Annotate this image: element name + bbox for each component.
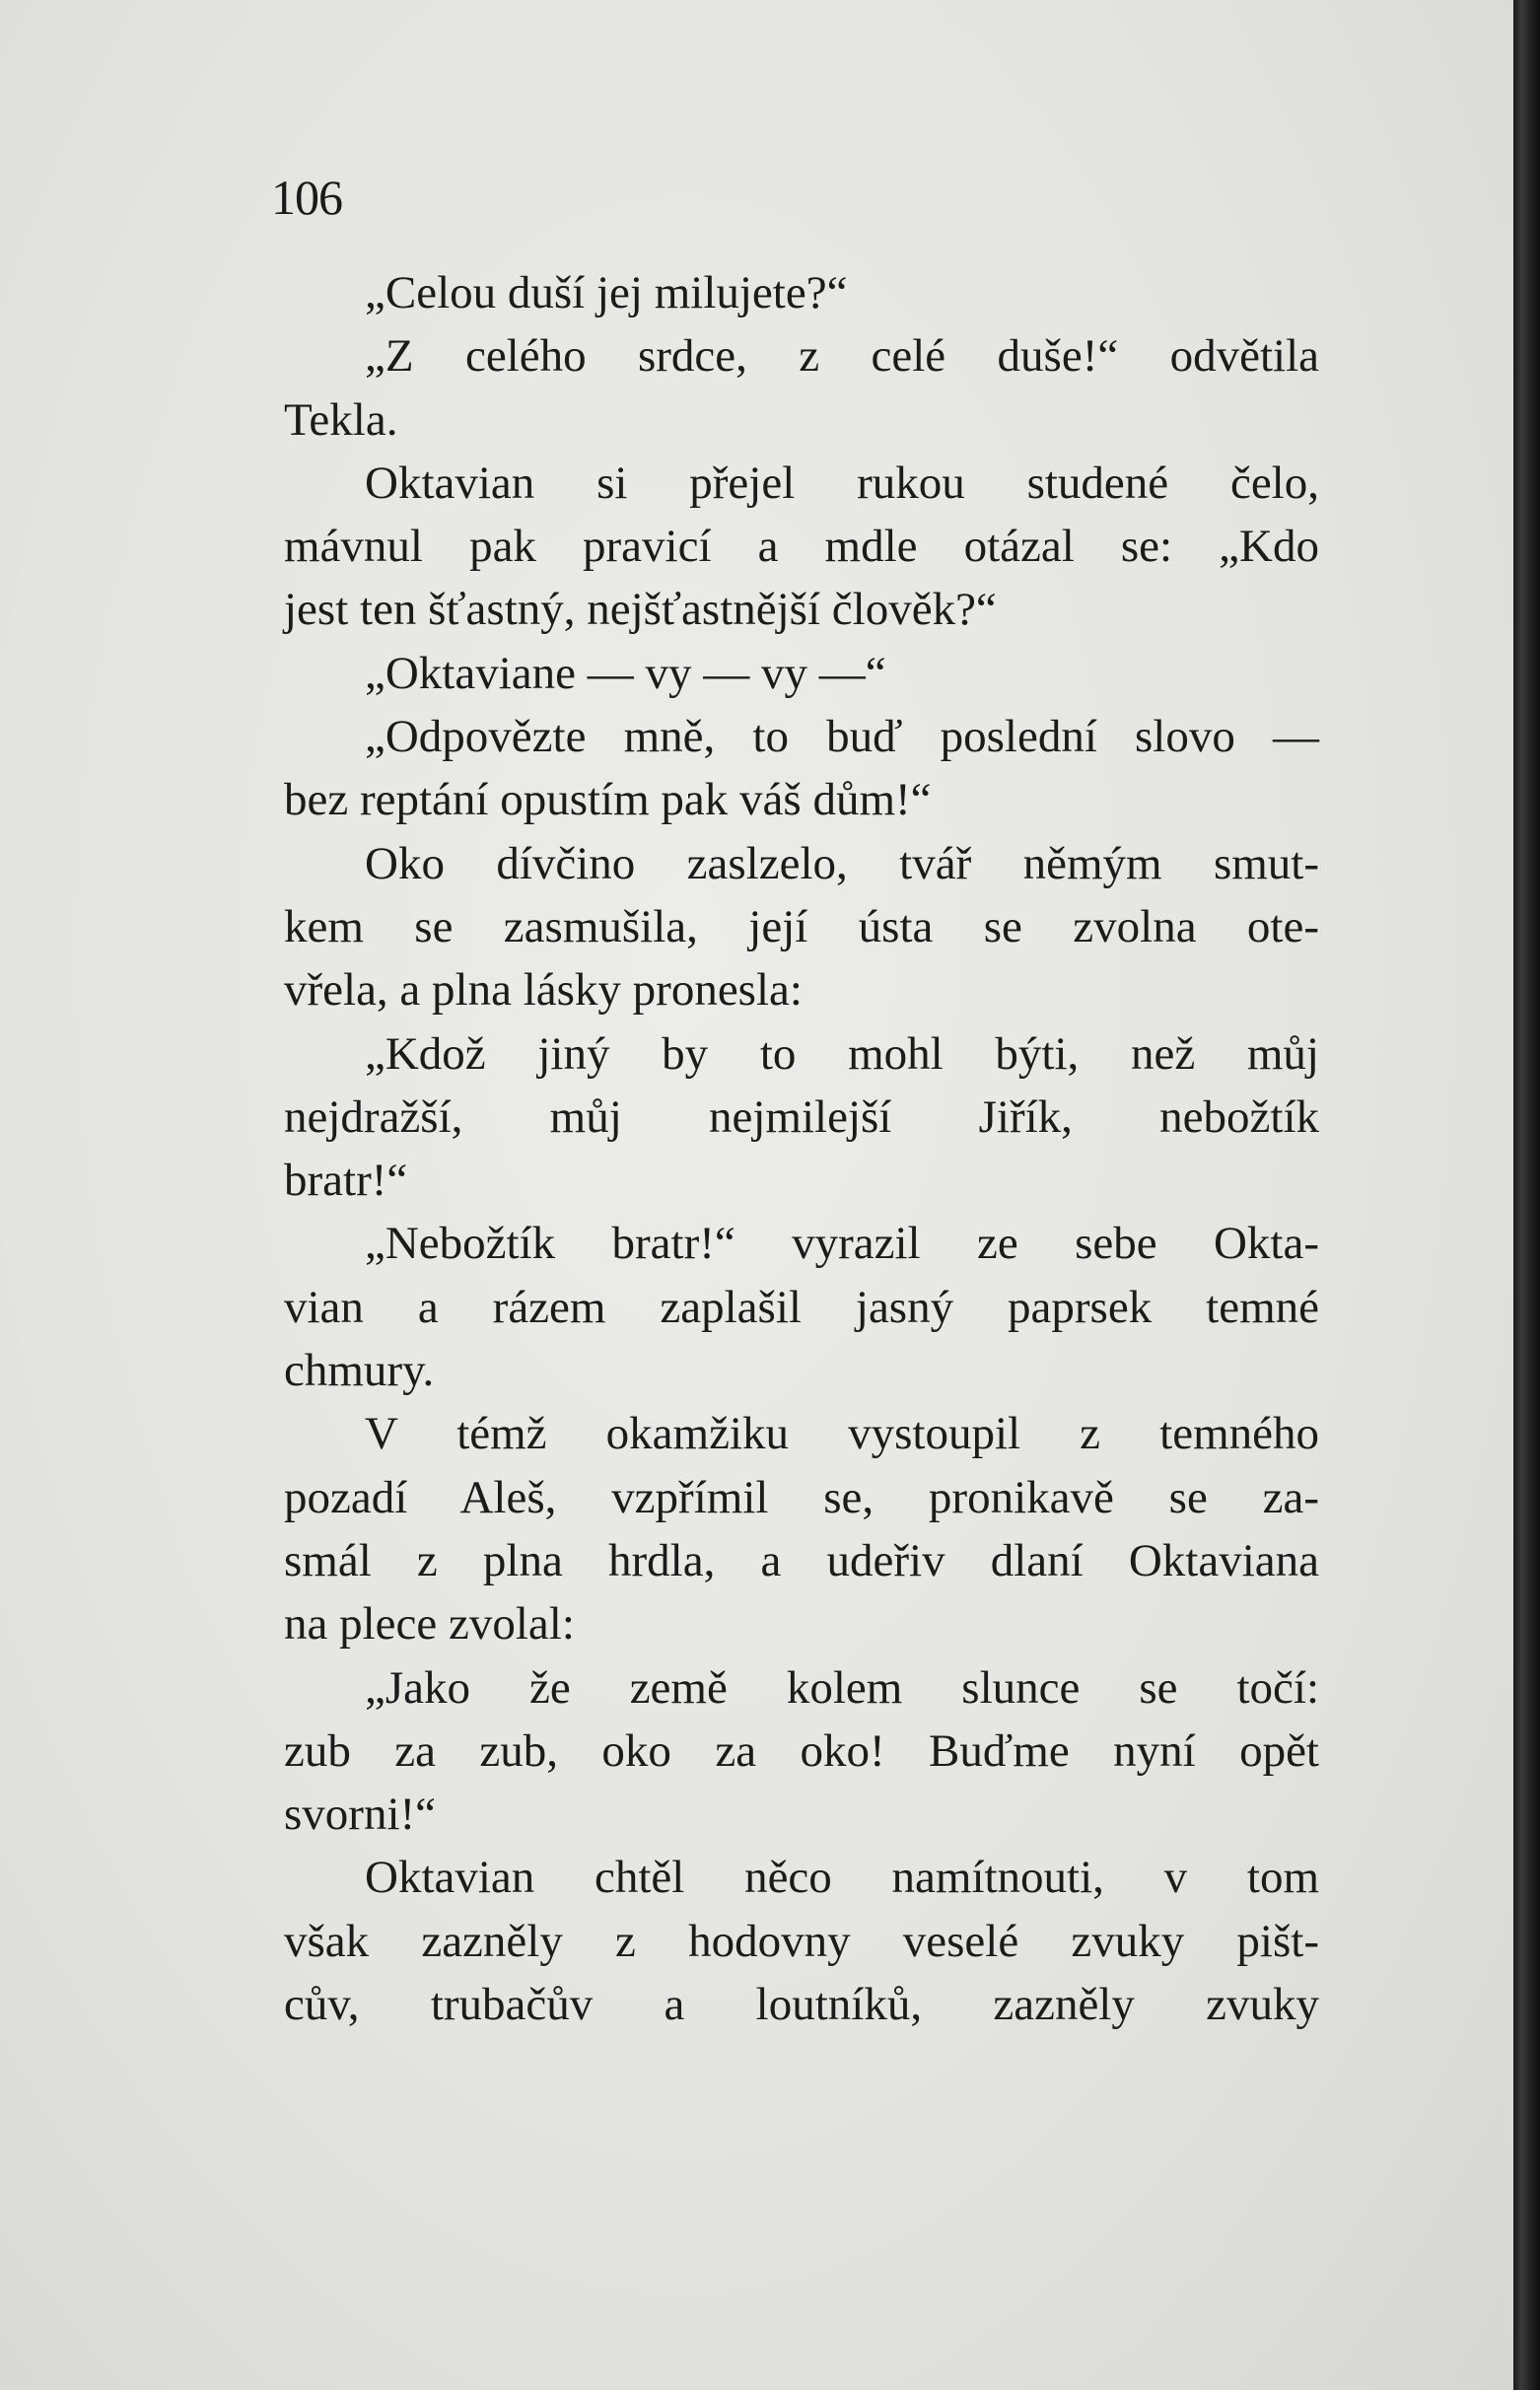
page-number: 106 — [271, 170, 342, 225]
text-line: „Nebožtík bratr!“ vyrazil ze sebe Okta- — [365, 1218, 1319, 1270]
text-line: jest ten šťastný, nejšťastnější člověk?“ — [284, 584, 997, 636]
text-line: „Jako že země kolem slunce se točí: — [365, 1661, 1319, 1714]
text-line: „Z celého srdce, z celé duše!“ odvětila — [365, 330, 1319, 383]
text-line: Oktavian chtěl něco namítnouti, v tom — [365, 1852, 1319, 1904]
text-line: vřela, a plna lásky pronesla: — [284, 964, 803, 1017]
text-line: Tekla. — [284, 393, 398, 446]
text-line: pozadí Aleš, vzpřímil se, pronikavě se za- — [284, 1471, 1319, 1523]
text-line: svorni!“ — [284, 1789, 437, 1841]
text-line: cův, trubačův a loutníků, zazněly zvuky — [284, 1979, 1319, 2031]
text-line: bratr!“ — [284, 1155, 408, 1207]
text-line: „Oktaviane — vy — vy —“ — [365, 647, 886, 699]
text-line: mávnul pak pravicí a mdle otázal se: „Kdo — [284, 521, 1319, 573]
page-binding-edge — [1513, 0, 1540, 2390]
text-line: kem se zasmušila, její ústa se zvolna ote- — [284, 900, 1319, 952]
text-line: zub za zub, oko za oko! Buďme nyní opět — [284, 1724, 1319, 1777]
text-line: nejdražší, můj nejmilejší Jiřík, nebožtík — [284, 1090, 1319, 1143]
text-line: „Kdož jiný by to mohl býti, než můj — [365, 1027, 1319, 1080]
body-text — [284, 261, 1319, 2036]
text-line: „Odpovězte mně, to buď poslední slovo — — [365, 711, 1319, 763]
text-line: však zazněly z hodovny veselé zvuky pišt- — [284, 1915, 1319, 1967]
text-line: V témž okamžiku vystoupil z temného — [365, 1408, 1319, 1460]
text-line: bez reptání opustím pak váš dům!“ — [284, 774, 932, 826]
text-line: smál z plna hrdla, a udeřiv dlaní Oktaviana — [284, 1534, 1319, 1586]
text-line: „Celou duší jej milujete?“ — [365, 267, 848, 318]
text-line: vian a rázem zaplašil jasný paprsek temné — [284, 1281, 1319, 1333]
text-line: Oko dívčino zaslzelo, tvář němým smut- — [365, 837, 1319, 889]
text-line: Oktavian si přejel rukou studené čelo, — [365, 457, 1319, 509]
text-line: na plece zvolal: — [284, 1598, 575, 1651]
text-line: chmury. — [284, 1345, 435, 1397]
